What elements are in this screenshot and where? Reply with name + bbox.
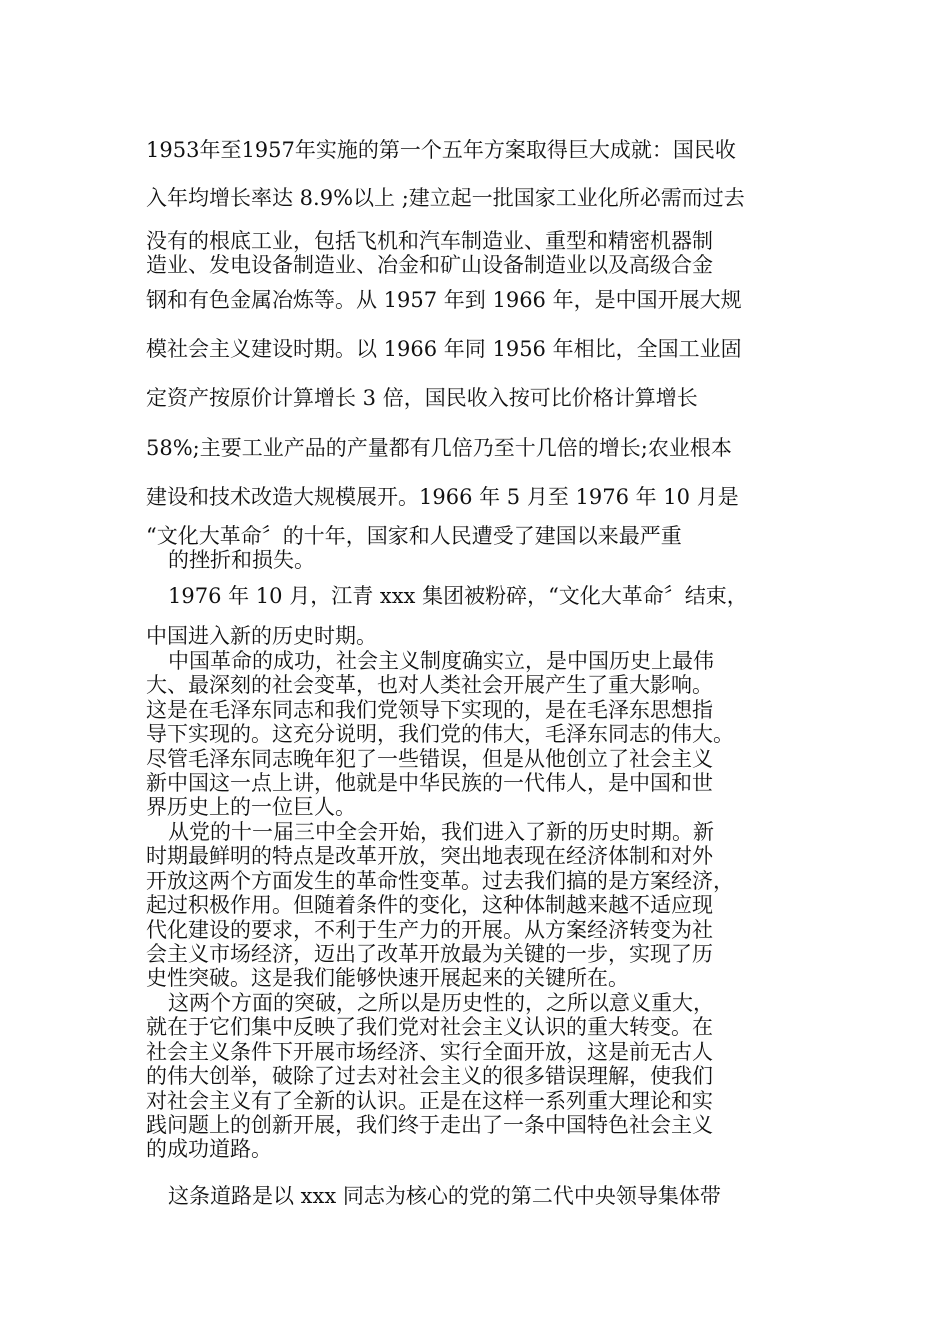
text-line: 造业、发电设备制造业、冶金和矿山设备制造业以及高级合金 — [146, 253, 713, 277]
text-line: 践问题上的创新开展，我们终于走出了一条中国特色社会主义 — [146, 1113, 713, 1138]
text-line: 史性突破。这是我们能够快速开展起来的关键所在。 — [146, 966, 629, 991]
paragraph-1 — [146, 649, 816, 820]
text-line: 1976 年 10 月，江青 xxx 集团被粉碎，“文化大革命〞结束， — [168, 584, 748, 608]
text-line: 新中国这一点上讲，他就是中华民族的一代伟人，是中国和世 — [146, 771, 713, 796]
text-line: 大、最深刻的社会变革，也对人类社会开展产生了重大影响。 — [146, 673, 713, 698]
text-line: 开放这两个方面发生的革命性变革。过去我们搞的是方案经济， — [146, 868, 734, 893]
text-line: 1953年至1957年实施的第一个五年方案取得巨大成就：国民收 — [146, 138, 736, 162]
text-line: 的成功道路。 — [146, 1137, 272, 1162]
text-line: 尽管毛泽东同志晚年犯了一些错误，但是从他创立了社会主义 — [146, 746, 713, 771]
text-line: 中国进入新的历史时期。 — [146, 624, 377, 648]
text-line: 社会主义条件下开展市场经济、实行全面开放，这是前无古人 — [146, 1039, 713, 1064]
text-line: 这是在毛泽东同志和我们党领导下实现的，是在毛泽东思想指 — [146, 697, 713, 722]
text-line: 代化建设的要求，不利于生产力的开展。从方案经济转变为社 — [146, 917, 713, 942]
text-line: 就在于它们集中反映了我们党对社会主义认识的重大转变。在 — [146, 1015, 713, 1040]
paragraph-2 — [146, 820, 816, 991]
text-line: 58%;主要工业产品的产量都有几倍乃至十几倍的增长;农业根本 — [146, 436, 732, 460]
text-line: 模社会主义建设时期。以 1966 年同 1956 年相比，全国工业固 — [146, 337, 742, 361]
text-line: 从党的十一届三中全会开始，我们进入了新的历史时期。新 — [168, 820, 714, 844]
text-line: 的挫折和损失。 — [168, 548, 315, 572]
paragraph-3 — [146, 991, 816, 1162]
text-line: 起过积极作用。但随着条件的变化，这种体制越来越不适应现 — [146, 893, 713, 918]
text-line: 定资产按原价计算增长 3 倍，国民收入按可比价格计算增长 — [146, 386, 698, 410]
text-line: 中国革命的成功，社会主义制度确实立，是中国历史上最伟 — [168, 649, 714, 673]
text-line: 这两个方面的突破，之所以是历史性的，之所以意义重大， — [168, 991, 714, 1015]
text-line: 建设和技术改造大规模展开。1966 年 5 月至 1976 年 10 月是 — [146, 485, 739, 509]
text-line: 的伟大创举，破除了过去对社会主义的很多错误理解，使我们 — [146, 1064, 713, 1089]
text-line: “文化大革命〞的十年，国家和人民遭受了建国以来最严重 — [146, 524, 682, 548]
text-line: 没有的根底工业，包括飞机和汽车制造业、重型和精密机器制 — [146, 229, 713, 253]
text-line: 钢和有色金属冶炼等。从 1957 年到 1966 年，是中国开展大规 — [146, 288, 742, 312]
text-line: 这条道路是以 xxx 同志为核心的党的第二代中央领导集体带 — [168, 1184, 721, 1208]
text-line: 对社会主义有了全新的认识。正是在这样一系列重大理论和实 — [146, 1088, 713, 1113]
text-line: 会主义市场经济，迈出了改革开放最为关键的一步，实现了历 — [146, 942, 713, 967]
text-line: 时期最鲜明的特点是改革开放，突出地表现在经济体制和对外 — [146, 844, 713, 869]
text-line: 导下实现的。这充分说明，我们党的伟大，毛泽东同志的伟大。 — [146, 722, 734, 747]
text-line: 入年均增长率达 8.9%以上 ;建立起一批国家工业化所必需而过去 — [146, 186, 745, 210]
text-line: 界历史上的一位巨人。 — [146, 795, 356, 820]
